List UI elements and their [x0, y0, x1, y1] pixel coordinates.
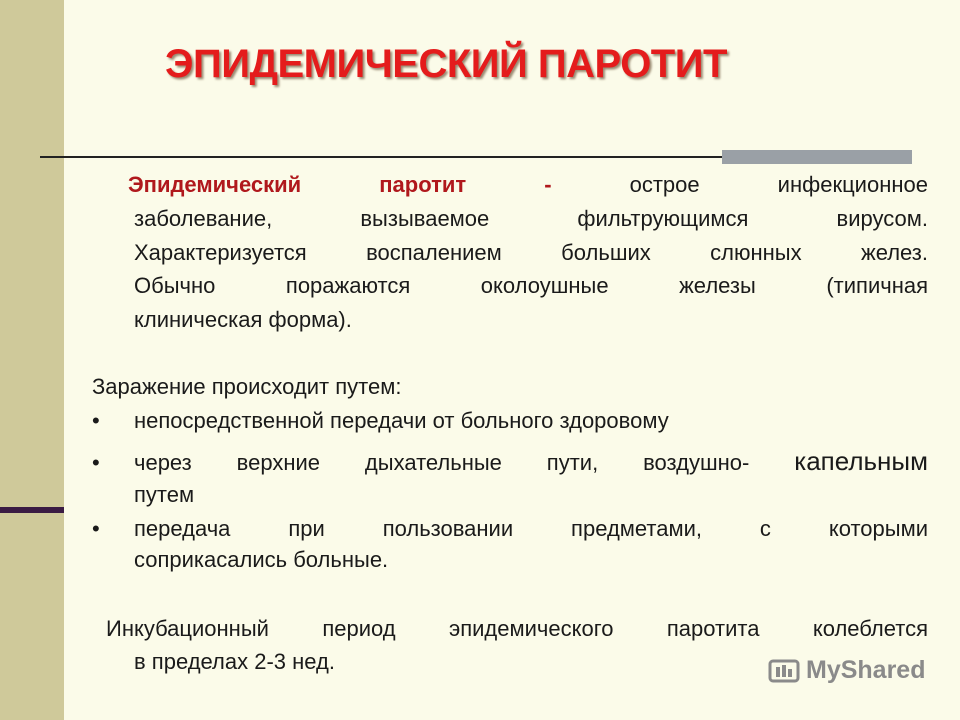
transmission-item-2-line-2: путем — [134, 482, 195, 507]
incubation-line-1: Инкубационный период эпидемического паротита колеблется — [106, 616, 928, 641]
incubation-line-2: в пределах 2-3 нед. — [134, 649, 335, 674]
bullet-marker: • — [92, 516, 100, 541]
transmission-intro: Заражение происходит путем: — [92, 374, 402, 399]
divider-accent — [722, 150, 912, 164]
emphasized-word: капельным — [794, 446, 928, 476]
transmission-item-3-line-2: соприкасались больные. — [134, 547, 389, 572]
watermark — [768, 656, 925, 685]
definition-line-4: Обычно поражаются околоушные железы (типичная — [134, 273, 928, 298]
definition-line-1-rest: острое инфекционное — [629, 172, 928, 197]
sidebar-stripe — [0, 507, 64, 513]
transmission-item-3-line-1: передача при пользовании предметами, с которыми — [134, 516, 928, 541]
bullet-marker: • — [92, 450, 100, 475]
definition-line-3: Характеризуется воспалением больших слюнных желез. — [134, 240, 928, 265]
definition-line-2: заболевание, вызываемое фильтрующимся вирусом. — [134, 206, 928, 231]
definition-term: Эпидемический паротит - — [128, 172, 552, 197]
watermark-text: MyShared — [806, 656, 926, 684]
decorative-sidebar — [0, 0, 64, 720]
bullet-marker: • — [92, 408, 100, 433]
myshared-logo-icon — [768, 657, 800, 685]
definition-line-5: клиническая форма). — [134, 307, 352, 332]
transmission-item-1: непосредственной передачи от больного здоровому — [134, 408, 669, 433]
slide-title: ЭПИДЕМИЧЕСКИЙ ПАРОТИТ — [165, 42, 727, 86]
transmission-item-2-line-1 — [134, 444, 928, 509]
transmission-item-2-text: через верхние дыхательные пути, воздушно- — [134, 450, 750, 475]
